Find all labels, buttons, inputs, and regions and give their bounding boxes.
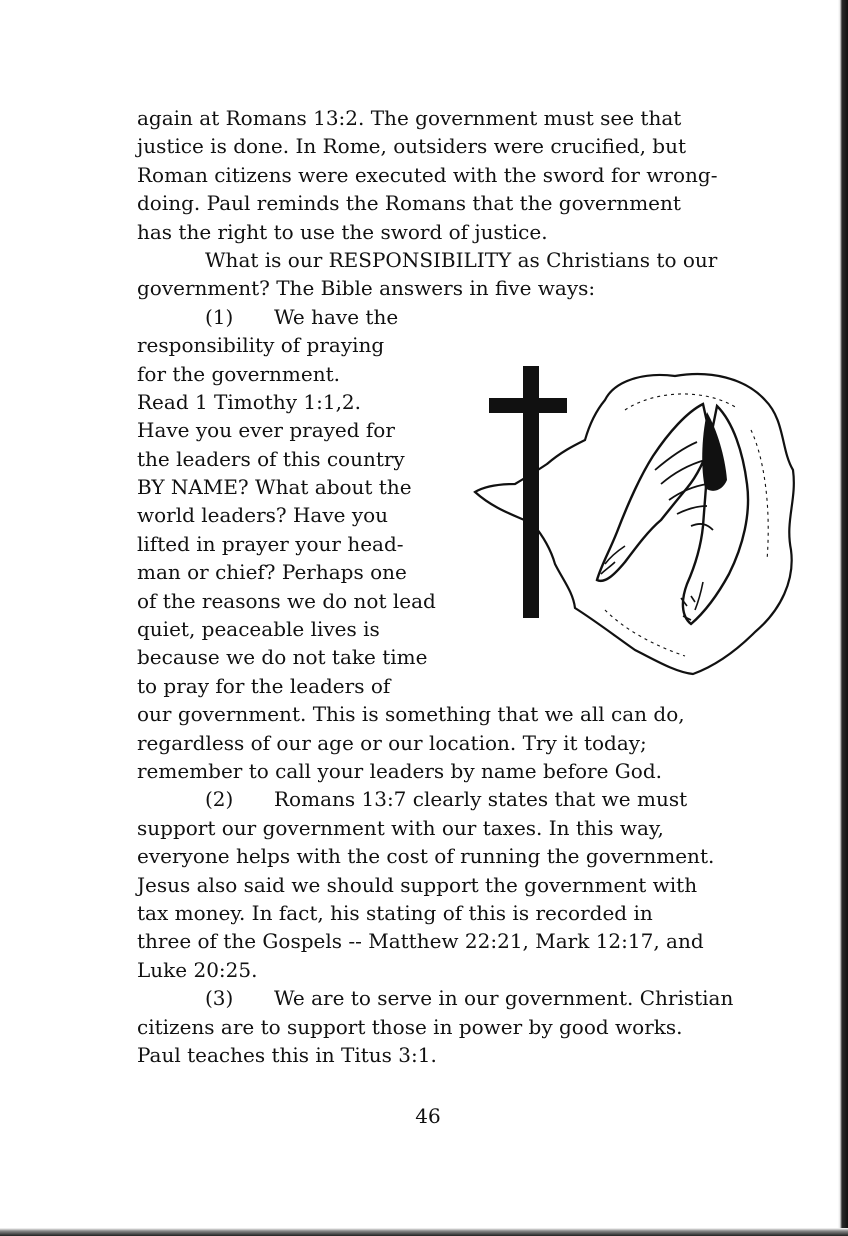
cross-praying-hands-illustration xyxy=(455,360,805,678)
text-line: to pray for the leaders of xyxy=(137,673,391,698)
text-line: We have the xyxy=(274,304,399,329)
point-number: (3) xyxy=(205,986,234,1011)
text-line: Jesus also said we should support the government with xyxy=(137,872,698,897)
text-line: has the right to use the sword of justice. xyxy=(137,219,548,244)
text-line: BY NAME? What about the xyxy=(137,475,412,500)
text-line: lifted in prayer your head- xyxy=(137,531,404,556)
text-line: because we do not take time xyxy=(137,645,428,670)
text-line: Romans 13:7 clearly states that we must xyxy=(274,787,688,812)
text-line: citizens are to support those in power by good works. xyxy=(137,1014,683,1039)
page-edge-bottom xyxy=(0,1228,848,1236)
point-3 xyxy=(137,984,827,1069)
paragraph-question xyxy=(137,246,827,303)
page-edge-right xyxy=(838,0,848,1236)
text-line: Have you ever prayed for xyxy=(137,418,395,443)
text-line: tax money. In fact, his stating of this is recorded in xyxy=(137,900,653,925)
text-line: the leaders of this country xyxy=(137,446,405,471)
point-number: (2) xyxy=(205,787,234,812)
text-line: for the government. xyxy=(137,361,340,386)
text-line: government? The Bible answers in five ways: xyxy=(137,276,596,301)
text-line: quiet, peaceable lives is xyxy=(137,617,380,642)
text-line: Read 1 Timothy 1:1,2. xyxy=(137,389,362,414)
text-line: We are to serve in our government. Christian xyxy=(274,986,734,1011)
text-line: everyone helps with the cost of running the government. xyxy=(137,844,715,869)
paragraph-intro xyxy=(137,104,827,246)
text-line: regardless of our age or our location. Try it today; xyxy=(137,730,647,755)
text-line: remember to call your leaders by name before God. xyxy=(137,758,662,783)
text-line: responsibility of praying xyxy=(137,333,385,358)
cross-horizontal xyxy=(489,398,567,413)
text-line: doing. Paul reminds the Romans that the government xyxy=(137,191,681,216)
text-line: Luke 20:25. xyxy=(137,957,258,982)
text-line: Roman citizens were executed with the sword for wrong- xyxy=(137,162,718,187)
text-line: Paul teaches this in Titus 3:1. xyxy=(137,1042,437,1067)
page-number: 46 xyxy=(415,1104,441,1128)
text-line: again at Romans 13:2. The government must see that xyxy=(137,106,682,130)
text-line: justice is done. In Rome, outsiders were crucified, but xyxy=(137,134,687,159)
text-line: three of the Gospels -- Matthew 22:21, Mark 12:17, and xyxy=(137,929,704,954)
text-line: man or chief? Perhaps one xyxy=(137,560,407,585)
point-number: (1) xyxy=(205,304,234,329)
text-line: of the reasons we do not lead xyxy=(137,588,436,613)
text-line: our government. This is something that we all can do, xyxy=(137,702,685,727)
point-2 xyxy=(137,785,827,984)
text-line: What is our RESPONSIBILITY as Christians to our xyxy=(205,247,718,272)
text-line: world leaders? Have you xyxy=(137,503,389,528)
text-line: support our government with our taxes. In this way, xyxy=(137,815,664,840)
